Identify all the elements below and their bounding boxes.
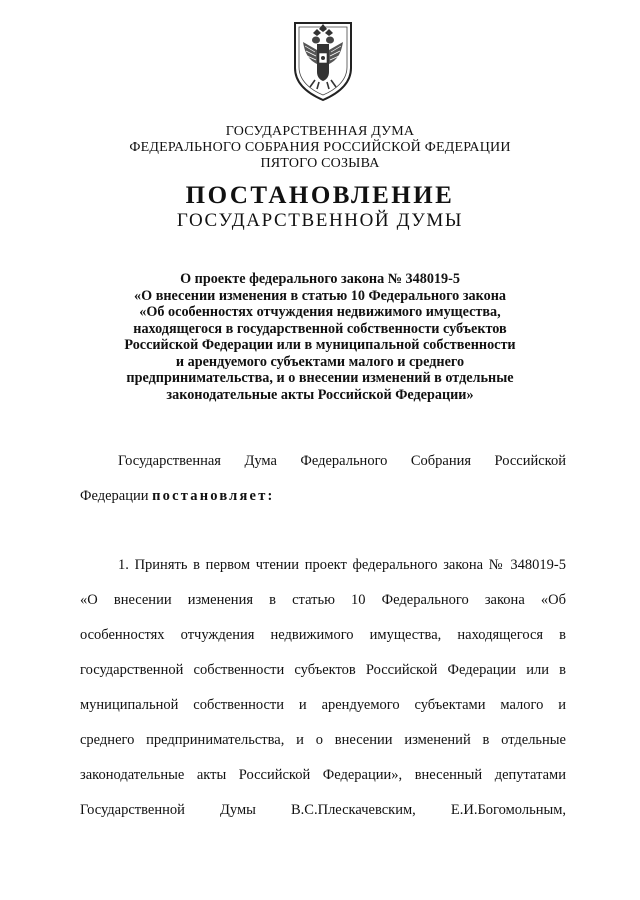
clause-line: законодательные акты Российской Федерации», внесенный депутатами [80, 767, 566, 783]
bill-title-line: находящегося в государственной собственности субъектов [133, 320, 507, 337]
preamble-line [80, 487, 566, 505]
bill-title [110, 271, 530, 403]
resolution-keyword: постановляет: [152, 488, 275, 504]
coat-of-arms-emblem [291, 20, 355, 102]
document-subtitle: ГОСУДАРСТВЕННОЙ ДУМЫ [176, 210, 464, 231]
clause-line: 1. Принять в первом чтении проект федерального закона № 348019-5 [118, 557, 566, 573]
header-line-2: ФЕДЕРАЛЬНОГО СОБРАНИЯ РОССИЙСКОЙ ФЕДЕРАЦИИ [129, 140, 511, 155]
clause-1-paragraph [80, 556, 566, 819]
clause-line: муниципальной собственности и арендуемого субъектами малого и [80, 697, 566, 713]
bill-title-line: законодательные акты Российской Федерации» [166, 386, 474, 403]
clause-line: государственной собственности субъектов Российской Федерации или в [80, 662, 566, 678]
clause-line: Государственной Думы В.С.Плескачевским, Е.И.Богомольным, [80, 802, 566, 818]
header-line-3: ПЯТОГО СОЗЫВА [260, 156, 380, 171]
header-line-1: ГОСУДАРСТВЕННАЯ ДУМА [225, 124, 415, 139]
bill-title-line: Российской Федерации или в муниципальной собственности [124, 337, 516, 353]
clause-line: «О внесении изменения в статью 10 Федерального закона «Об [80, 592, 566, 608]
bill-title-line: О проекте федерального закона № 348019-5 [180, 271, 460, 287]
clause-line: особенностях отчуждения недвижимого имущества, находящегося в [80, 627, 566, 643]
bill-title-line: «Об особенностях отчуждения недвижимого имущества, [139, 304, 501, 320]
bill-title-line: и арендуемого субъектами малого и среднего [175, 353, 465, 370]
bill-title-line: «О внесении изменения в статью 10 Федерального закона [134, 287, 506, 304]
preamble-paragraph [80, 452, 566, 505]
preamble-line: Государственная Дума Федерального Собрания Российской [118, 453, 566, 469]
coat-of-arms-icon [291, 20, 355, 102]
bill-title-line: предпринимательства, и о внесении изменений в отдельные [126, 370, 514, 386]
document-header [0, 124, 640, 172]
preamble-text: Федерации [80, 488, 153, 504]
clause-line: среднего предпринимательства, и о внесении изменений в отдельные [80, 732, 566, 748]
document-title: ПОСТАНОВЛЕНИЕ [185, 182, 455, 209]
